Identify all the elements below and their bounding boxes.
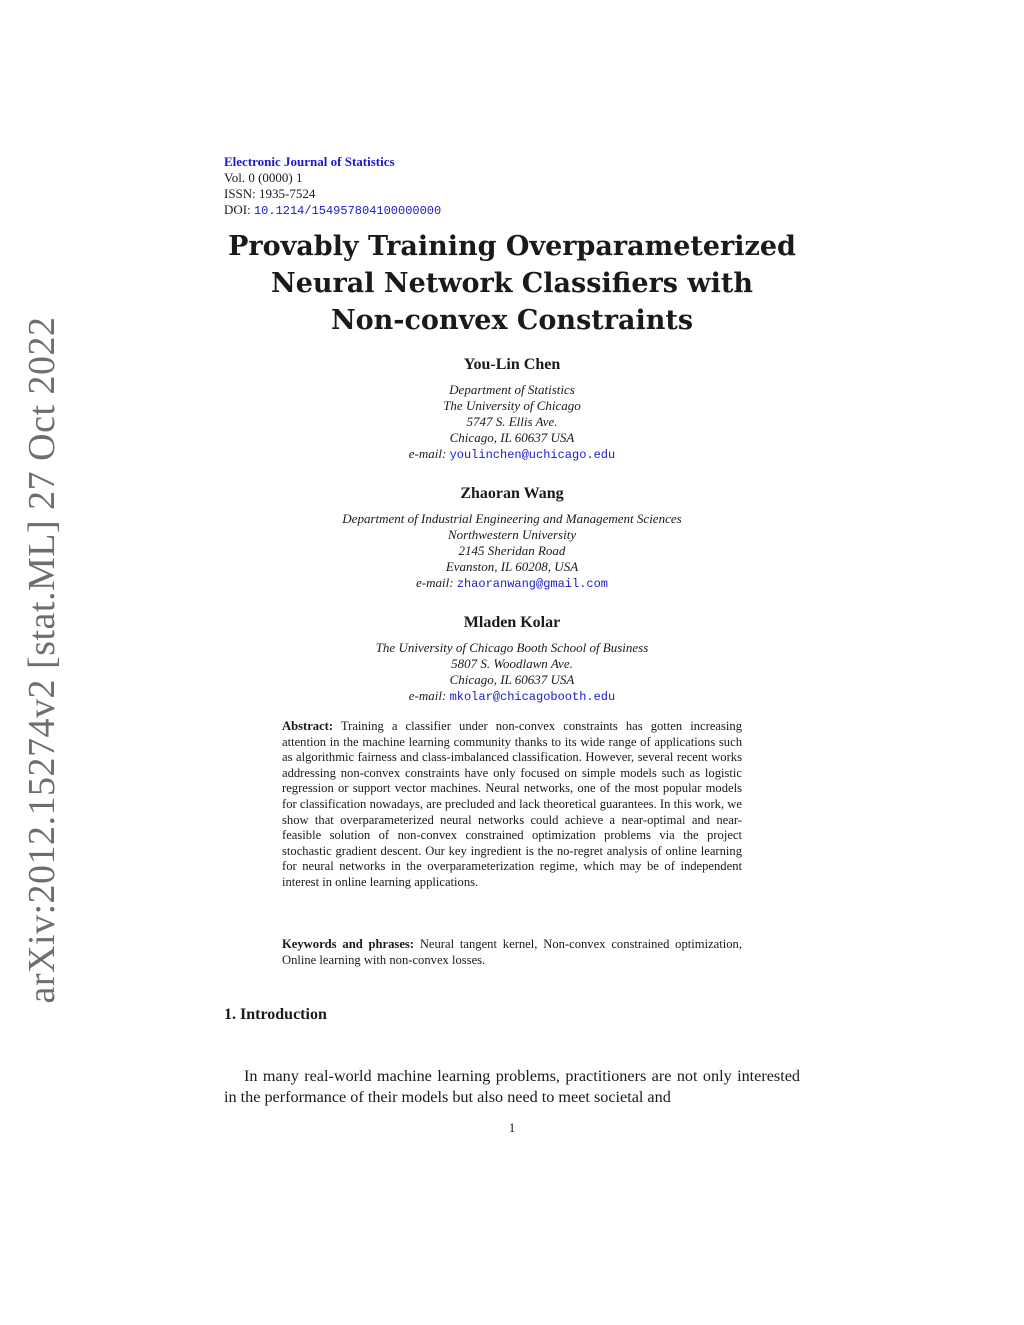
affiliation-line: Department of Industrial Engineering and Management Sciences [342,511,682,526]
keywords-label: Keywords and phrases: [282,937,414,951]
author-name: Zhaoran Wang [460,485,564,502]
affiliation-line: 2145 Sheridan Road [458,543,566,558]
affiliation-line: Department of Statistics [449,382,575,397]
keywords [282,937,742,968]
abstract-label: Abstract: [282,719,334,733]
author-name: You-Lin Chen [463,356,561,373]
email-line [224,688,800,705]
affiliation-line: The University of Chicago [443,398,581,413]
author-name: Mladen Kolar [463,614,561,631]
email-link[interactable]: youlinchen@uchicago.edu [449,448,616,462]
email-link[interactable]: zhaoranwang@gmail.com [456,577,609,591]
affiliation-line: Evanston, IL 60208, USA [445,559,579,574]
email-label: e-mail: [408,446,447,461]
arxiv-identifier-stamp: arXiv:2012.15274v2 [stat.ML] 27 Oct 2022 [21,316,63,1004]
email-link[interactable]: mkolar@chicagobooth.edu [449,690,616,704]
doi-label: DOI: [224,202,251,217]
affiliation-line: 5747 S. Ellis Ave. [466,414,558,429]
abstract [282,719,742,891]
affiliation-line: 5807 S. Woodlawn Ave. [451,656,573,671]
author-block-1 [224,355,800,463]
title-line-2: Neural Network Classifiers with [271,268,753,299]
journal-issn: ISSN: 1935-7524 [224,186,316,201]
email-label: e-mail: [415,575,454,590]
title-line-3: Non-convex Constraints [330,305,694,336]
affiliation-line: Northwestern University [447,527,577,542]
journal-volume: Vol. 0 (0000) 1 [224,170,303,185]
author-block-2 [224,484,800,592]
paper-title [224,228,800,339]
affiliation-line: Chicago, IL 60637 USA [449,430,575,445]
keywords-text: Neural tangent kernel, Non-convex constrained optimization, Online learning with non-convex losses. [282,937,742,967]
page-number: 1 [508,1120,516,1135]
section-heading-introduction: 1. Introduction [224,1006,327,1023]
author-block-3 [224,613,800,705]
abstract-text: Training a classifier under non-convex constraints has gotten increasing attention in the machine learning community thanks to its wide range of applications such as algorithmic fairness and class-imbalanced classification. However, several recent works addressing non-convex constraints have only focused on simple models such as logistic regression or support vector machines. Neural networks, one of the most popular models for classification nowadays, are precluded and lack theoretical guarantees. In this work, we show that overparameterized neural networks could achieve a near-optimal and near-feasible solution of non-convex constrained optimization problems via the project stochastic gradient descent. Our key ingredient is the no-regret analysis of online learning for neural networks in the overparameterization regime, which may be of independent interest in online learning applications. [282,719,742,889]
affiliation-line: The University of Chicago Booth School of Business [375,640,649,655]
email-label: e-mail: [408,688,447,703]
journal-header [224,154,441,219]
doi-link[interactable]: 10.1214/154957804100000000 [253,204,442,218]
journal-doi [224,202,441,219]
title-line-1: Provably Training Overparameterized [228,231,796,262]
affiliation-line: Chicago, IL 60637 USA [449,672,575,687]
email-line [224,446,800,463]
journal-name[interactable]: Electronic Journal of Statistics [224,154,395,169]
email-line [224,575,800,592]
introduction-paragraph: In many real-world machine learning problems, practitioners are not only interested in the performance of their models but also need to meet societal and [224,1067,800,1106]
